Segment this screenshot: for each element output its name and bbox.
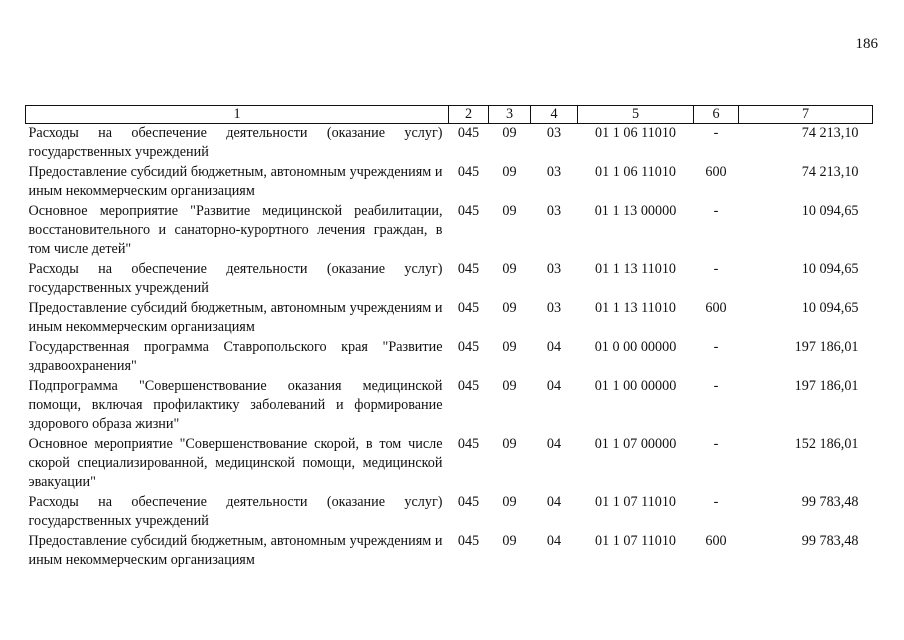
row-amount: 197 186,01 [794, 339, 859, 355]
page-number: 186 [855, 36, 878, 52]
row-target-code: 01 1 07 00000 [594, 436, 677, 452]
row-target-code: 01 1 06 11010 [594, 164, 677, 180]
row-expense-type: 600 [705, 300, 727, 316]
row-subsection: 03 [546, 164, 562, 180]
table-row [26, 435, 873, 493]
row-expense-type: - [713, 494, 719, 510]
header-col-6: 6 [694, 106, 739, 124]
row-expense-type: - [713, 203, 719, 219]
row-expense-type: - [713, 261, 719, 277]
row-name: Предоставление субсидий бюджетным, автономным учреждениям и иным некоммерческим организациям [28, 164, 443, 199]
row-name: Подпрограмма "Совершенствование оказания медицинской помощи, включая профилактику заболеваний и формирование здорового образа жизни" [28, 378, 443, 432]
row-amount: 99 783,48 [801, 494, 859, 510]
row-amount: 152 186,01 [794, 436, 859, 452]
row-section: 09 [502, 261, 517, 277]
table-row [26, 260, 873, 299]
row-amount: 10 094,65 [801, 203, 859, 219]
table-row [26, 202, 873, 260]
row-name: Государственная программа Ставропольского края "Развитие здравоохранения" [28, 339, 443, 374]
table-row [26, 532, 873, 571]
table-row [26, 124, 873, 164]
row-admin-code: 045 [457, 261, 480, 277]
row-target-code: 01 1 13 11010 [594, 300, 677, 316]
row-target-code: 01 1 13 00000 [594, 203, 677, 219]
header-row [26, 106, 873, 124]
header-col-4: 4 [531, 106, 578, 124]
row-subsection: 04 [546, 378, 562, 394]
row-target-code: 01 1 13 11010 [594, 261, 677, 277]
row-name: Расходы на обеспечение деятельности (оказание услуг) государственных учреждений [28, 494, 443, 529]
row-admin-code: 045 [457, 125, 480, 141]
row-expense-type: 600 [705, 533, 727, 549]
header-col-5: 5 [578, 106, 694, 124]
table-row [26, 338, 873, 377]
row-target-code: 01 1 07 11010 [594, 494, 677, 510]
row-admin-code: 045 [457, 203, 480, 219]
table-row [26, 299, 873, 338]
header-col-3: 3 [489, 106, 531, 124]
row-admin-code: 045 [457, 533, 480, 549]
row-name: Предоставление субсидий бюджетным, автономным учреждениям и иным некоммерческим организациям [28, 533, 443, 568]
row-admin-code: 045 [457, 436, 480, 452]
row-name: Расходы на обеспечение деятельности (оказание услуг) государственных учреждений [28, 261, 443, 296]
table-header [26, 106, 873, 124]
row-subsection: 03 [546, 125, 562, 141]
row-expense-type: - [713, 378, 719, 394]
row-name: Основное мероприятие "Развитие медицинской реабилитации, восстановительного и санаторно-курортного лечения граждан, в том числе детей" [28, 203, 443, 257]
header-col-7: 7 [739, 106, 873, 124]
table-body [26, 124, 873, 572]
row-section: 09 [502, 378, 517, 394]
row-section: 09 [502, 125, 517, 141]
row-amount: 74 213,10 [801, 164, 859, 180]
row-section: 09 [502, 494, 517, 510]
row-subsection: 03 [546, 203, 562, 219]
row-section: 09 [502, 436, 517, 452]
row-name: Расходы на обеспечение деятельности (оказание услуг) государственных учреждений [28, 125, 443, 160]
row-subsection: 04 [546, 436, 562, 452]
row-amount: 10 094,65 [801, 300, 859, 316]
row-subsection: 03 [546, 300, 562, 316]
row-admin-code: 045 [457, 164, 480, 180]
row-amount: 99 783,48 [801, 533, 859, 549]
row-name: Основное мероприятие "Совершенствование скорой, в том числе скорой специализированной, медицинской помощи, медицинской эвакуации" [28, 436, 443, 490]
row-expense-type: 600 [705, 164, 727, 180]
row-admin-code: 045 [457, 378, 480, 394]
row-expense-type: - [713, 339, 719, 355]
row-subsection: 04 [546, 339, 562, 355]
table-row [26, 493, 873, 532]
row-subsection: 04 [546, 494, 562, 510]
row-amount: 10 094,65 [801, 261, 859, 277]
row-section: 09 [502, 300, 517, 316]
row-admin-code: 045 [457, 339, 480, 355]
table-row [26, 163, 873, 202]
row-target-code: 01 1 06 11010 [594, 125, 677, 141]
row-target-code: 01 1 00 00000 [594, 378, 677, 394]
row-section: 09 [502, 533, 517, 549]
budget-table [25, 105, 873, 571]
row-amount: 197 186,01 [794, 378, 859, 394]
row-admin-code: 045 [457, 494, 480, 510]
row-section: 09 [502, 339, 517, 355]
row-subsection: 04 [546, 533, 562, 549]
row-expense-type: - [713, 436, 719, 452]
row-section: 09 [502, 164, 517, 180]
row-admin-code: 045 [457, 300, 480, 316]
table-row [26, 377, 873, 435]
row-amount: 74 213,10 [801, 125, 859, 141]
row-target-code: 01 0 00 00000 [594, 339, 677, 355]
row-target-code: 01 1 07 11010 [594, 533, 677, 549]
row-expense-type: - [713, 125, 719, 141]
header-col-2: 2 [449, 106, 489, 124]
row-subsection: 03 [546, 261, 562, 277]
row-section: 09 [502, 203, 517, 219]
row-name: Предоставление субсидий бюджетным, автономным учреждениям и иным некоммерческим организациям [28, 300, 443, 335]
header-col-1: 1 [26, 106, 449, 124]
